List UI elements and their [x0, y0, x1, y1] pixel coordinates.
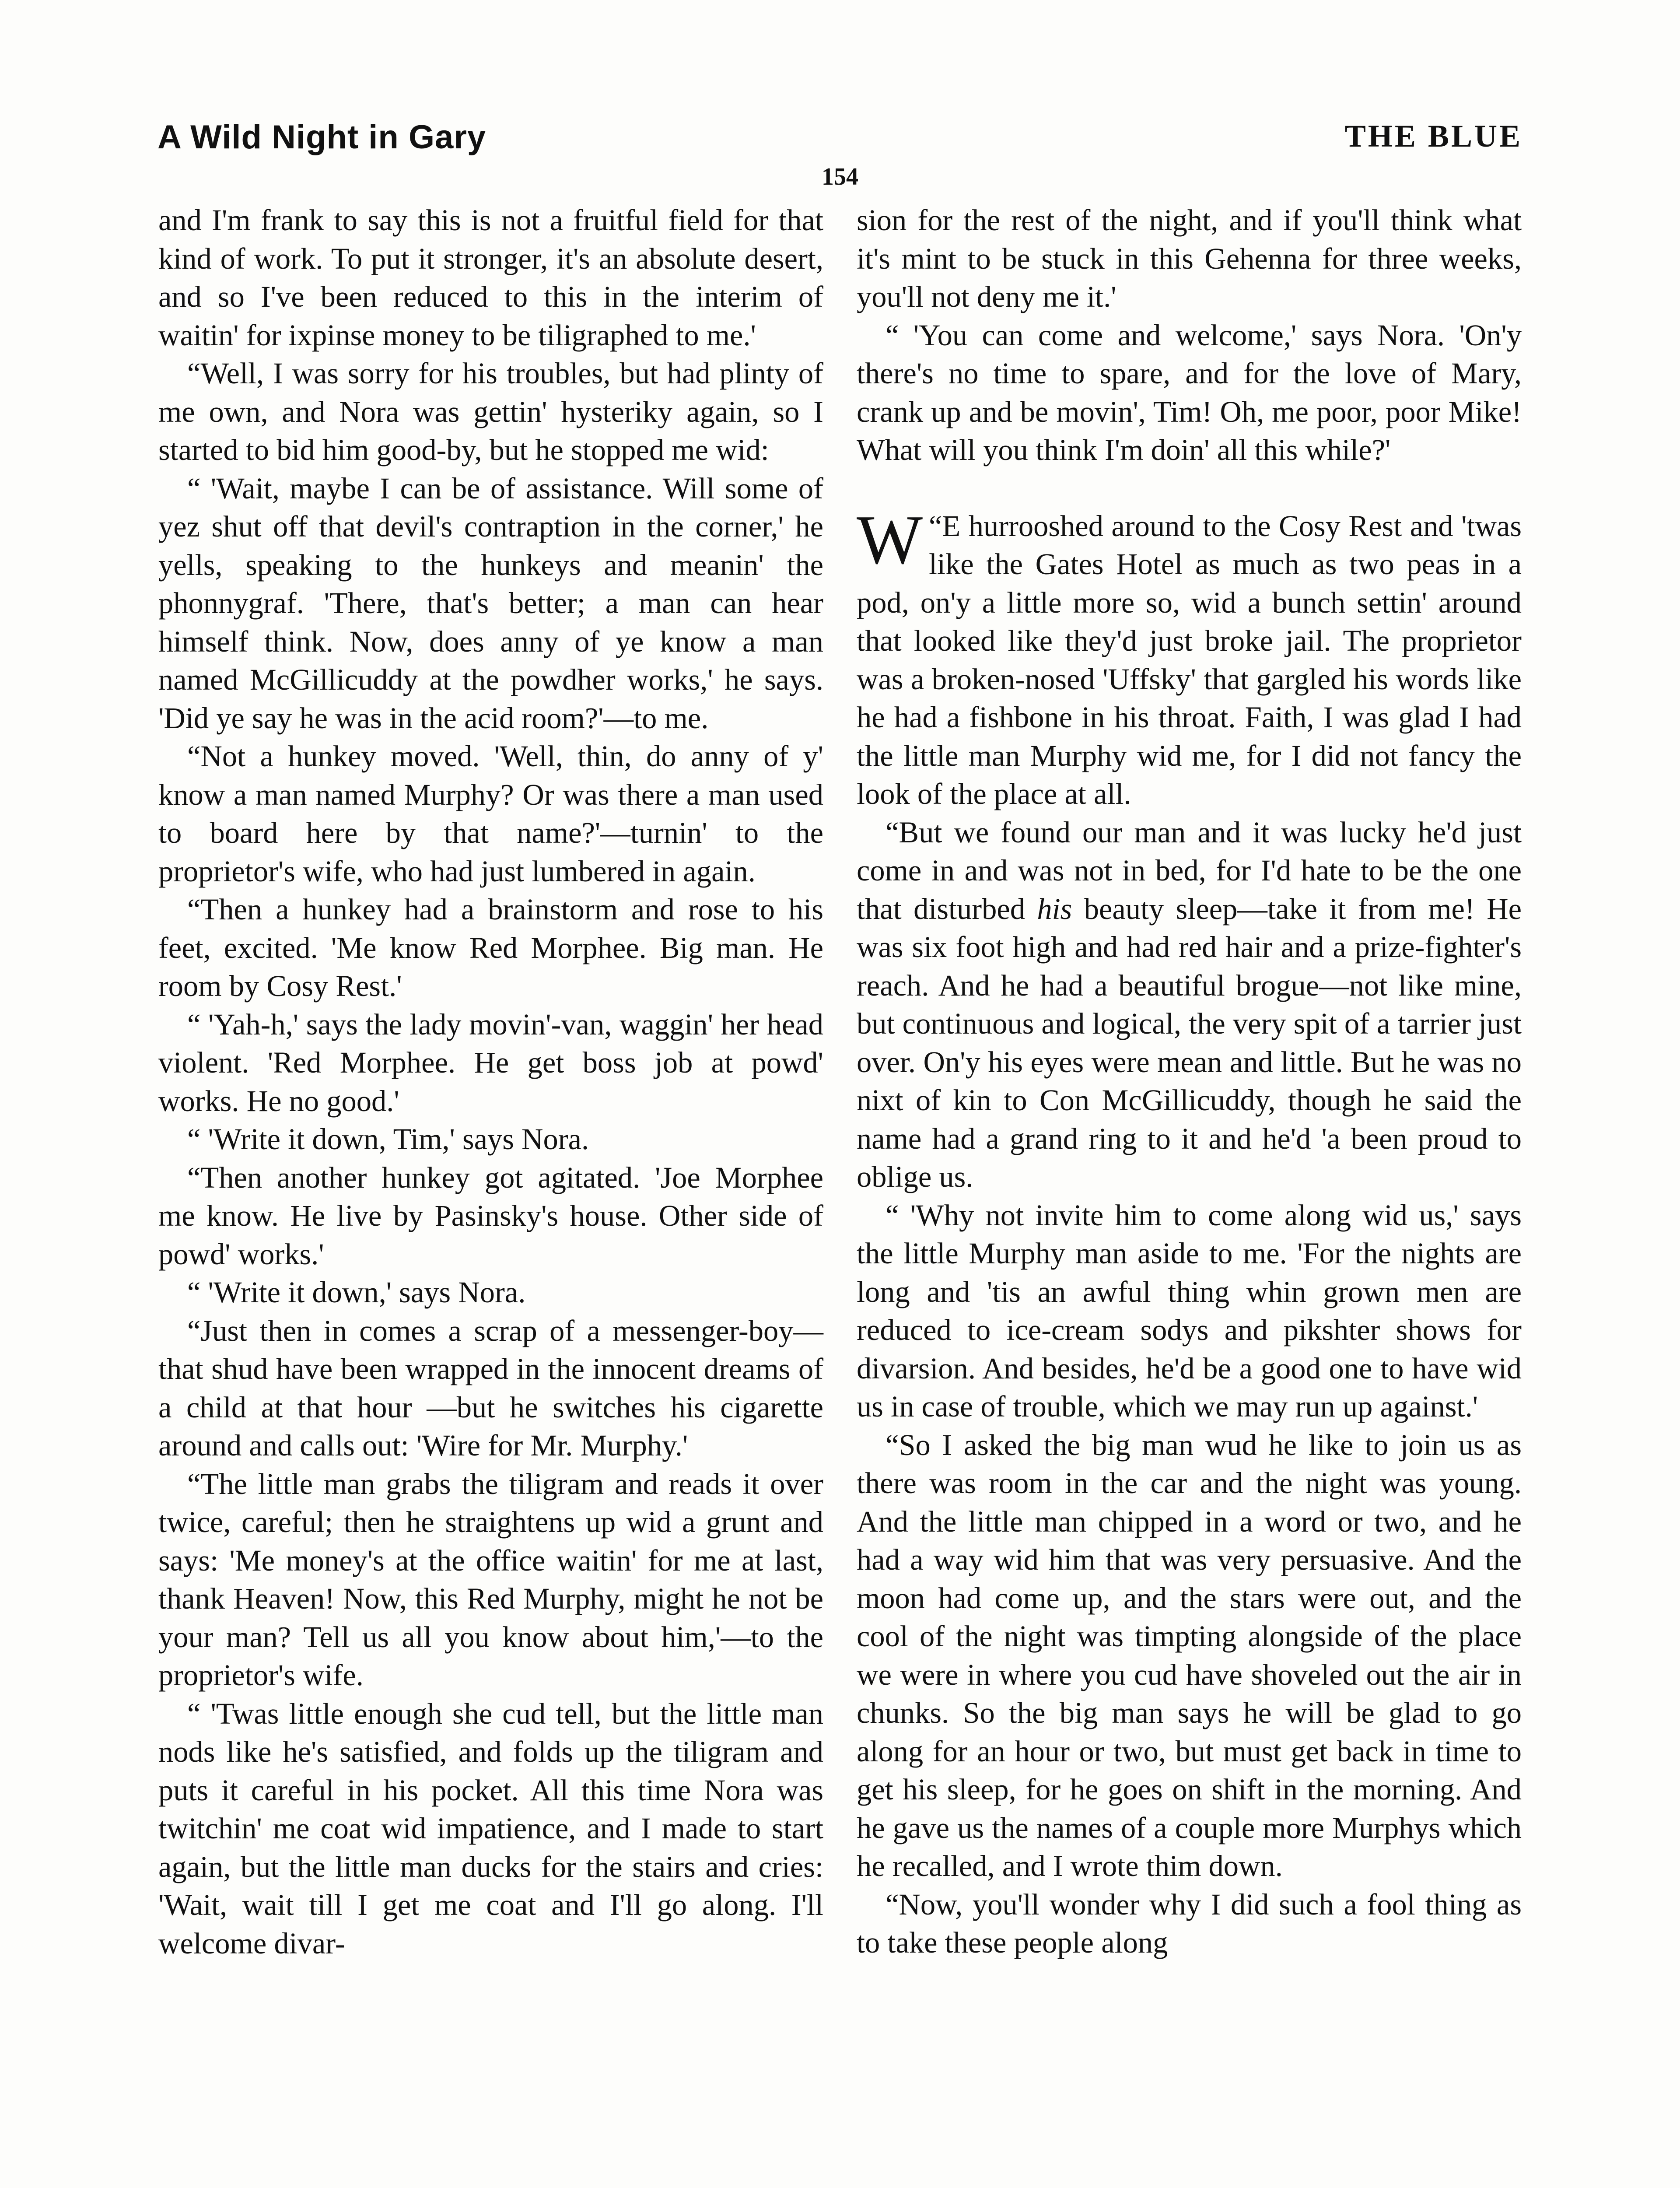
paragraph: “ 'You can come and welcome,' says Nora. 'On'y there's no time to spare, and for the love of Mary, crank up and be movin', Tim! Oh, me poor, poor Mike! What will you think I'm doin' all this while?'	[857, 318, 1522, 466]
paragraph: “ 'Wait, maybe I can be of assistance. Will some of yez shut off that devil's contraption in the corner,' he yells, speaking to the hunkeys and meanin' the phonnygraf. 'There, that's better; a man can hear himself think. Now, does anny of ye know a man named McGillicuddy at the powdher works,' he says. 'Did ye say he was in the acid room?'—to me.	[158, 471, 823, 735]
emphasis-text: his	[1037, 892, 1072, 926]
paragraph: “Then another hunkey got agitated. 'Joe Morphee me know. He live by Pasinsky's house. Other side of powd' works.'	[158, 1161, 823, 1271]
paragraph: “ 'Why not invite him to come along wid us,' says the little Murphy man aside to me. 'For the nights are long and 'tis an awful thing whin grown men are reduced to ice-cream sodys and pikshter shows for divarsion. And besides, he'd be a good one to have wid us in case of trouble, which we may run up against.'	[857, 1198, 1522, 1423]
right-column	[857, 201, 1522, 1962]
paragraph	[857, 813, 1522, 1196]
story-title: A Wild Night in Gary	[158, 119, 486, 156]
paragraph: “Not a hunkey moved. 'Well, thin, do anny of y' know a man named Murphy? Or was there a man used to board here by that name?'—turnin' to the proprietor's wife, who had just lumbered in again.	[158, 740, 823, 888]
paragraph: “Just then in comes a scrap of a messenger-boy—that shud have been wrapped in the innocent dreams of a child at that hour —but he switches his cigarette around and calls out: 'Wire for Mr. Murphy.'	[158, 1314, 823, 1462]
magazine-name: THE BLUE	[1344, 119, 1522, 154]
left-column	[158, 201, 823, 1963]
section-opening-text: E hurrooshed around to the Cosy Rest and 'twas like the Gates Hotel as much as two peas in a pod, on'y a little more so, wid a bunch settin' around that looked like they'd just broke jail. The proprietor was a broken-nosed 'Uffsky' that gargled his words like he had a fishbone in his throat. Faith, I was glad I had the little man Murphy wid me, for I did not fancy the look of the place at all.	[857, 509, 1522, 810]
paragraph: “ 'Twas little enough she cud tell, but the little man nods like he's satisfied, and folds up the tiligram and puts it careful in his pocket. All this time Nora was twitchin' me coat wid impatience, and I made to start again, but the little man ducks for the stairs and cries: 'Wait, wait till I get me coat and I'll go along. I'll welcome divar-	[158, 1697, 823, 1960]
section-opening-paragraph	[857, 500, 1522, 813]
paragraph: “Then a hunkey had a brainstorm and rose to his feet, excited. 'Me know Red Morphee. Big man. He room by Cosy Rest.'	[158, 893, 823, 1003]
paragraph: “ 'Yah-h,' says the lady movin'-van, waggin' her head violent. 'Red Morphee. He get boss job at powd' works. He no good.'	[158, 1007, 823, 1118]
dropcap-letter: W	[857, 500, 923, 579]
paragraph: “ 'Write it down, Tim,' says Nora.	[187, 1122, 589, 1156]
paragraph: “ 'Write it down,' says Nora.	[187, 1276, 526, 1309]
paragraph: “So I asked the big man wud he like to join us as there was room in the car and the night was young. And the little man chipped in a word or two, and he had a way wid him that was very persuasive. And the moon had come up, and the stars were out, and the cool of the night was timpting alongside of the place we were in where you cud have shoveled out the air in chunks. So the big man says he will be glad to go along for an hour or two, but must get back in time to get his sleep, for he goes on shift in the morning. And he gave us the names of a couple more Murphys which he recalled, and I wrote thim down.	[857, 1428, 1522, 1883]
page-number: 154	[822, 163, 858, 190]
paragraph-text: “But we found our man and it was lucky he'd just come in and was not in bed, for I'd hate to be the one that disturbed	[857, 815, 1522, 926]
paragraph: and I'm frank to say this is not a fruitful field for that kind of work. To put it stronger, it's an absolute desert, and so I've been reduced to this in the interim of waitin' for ixpinse money to be tiligraphed to me.'	[158, 203, 823, 352]
paragraph: “The little man grabs the tiligram and reads it over twice, careful; then he straightens up wid a grunt and says: 'Me money's at the office waitin' for me at last, thank Heaven! Now, this Red Murphy, might he not be your man? Tell us all you know about him,'—to the proprietor's wife.	[158, 1467, 823, 1692]
paragraph-text: beauty sleep—take it from me! He was six foot high and had red hair and a prize-fighter's reach. And he had a beautiful brogue—not like mine, but continuous and logical, the very spit of a tarrier just over. On'y his eyes were mean and little. But he was no nixt of kin to Con McGillicuddy, though he said the name had a grand ring to it and he'd 'a been proud to oblige us.	[857, 892, 1522, 1193]
paragraph: sion for the rest of the night, and if you'll think what it's mint to be stuck in this Gehenna for three weeks, you'll not deny me it.'	[857, 203, 1522, 313]
paragraph: “Well, I was sorry for his troubles, but had plinty of me own, and Nora was gettin' hysteriky again, so I started to bid him good-by, but he stopped me wid:	[158, 357, 823, 466]
dropcap-quote: “	[929, 509, 942, 543]
running-head	[158, 118, 1522, 166]
paragraph: “Now, you'll wonder why I did such a fool thing as to take these people along	[857, 1887, 1522, 1959]
